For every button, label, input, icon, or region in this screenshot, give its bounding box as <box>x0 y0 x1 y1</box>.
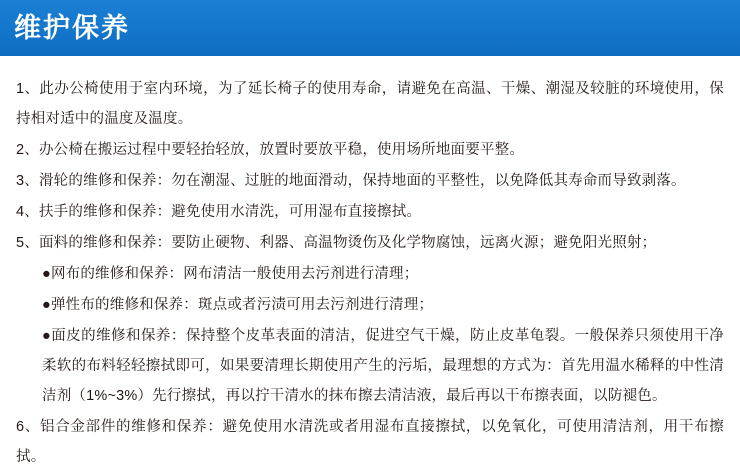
sub-list-item: ●弹性布的维修和保养：斑点或者污渍可用去污剂进行清理； <box>42 297 434 313</box>
list-item: 4、扶手的维修和保养：避免使用水清洗，可用湿布直接擦拭。 <box>16 204 422 220</box>
list-item: 5、面料的维修和保养：要防止硬物、利器、高温物烫伤及化学物腐蚀，远离火源；避免阳光照射； <box>16 235 657 251</box>
list-item: 2、办公椅在搬运过程中要轻抬轻放，放置时要放平稳，使用场所地面要平整。 <box>16 142 525 158</box>
sub-list-item: ●面皮的维修和保养：保持整个皮革表面的清洁，促进空气干燥，防止皮革龟裂。一般保养只须使用干净柔软的布料轻轻擦拭即可，如果要清理长期使用产生的污垢，最理想的方式为：首先用温水稀释的中性清洁剂（1%~3%）先行擦拭，再以拧干清水的抹布擦去清洁液，最后再以干布擦表面，以防褪色。 <box>42 328 724 404</box>
list-item: 6、铝合金部件的维修和保养：避免使用水清洗或者用湿布直接擦拭，以免氧化，可使用清洁剂，用干布擦拭。 <box>16 419 724 465</box>
page-title: 维护保养 <box>14 12 130 43</box>
content-body <box>0 56 740 472</box>
list-item: 1、此办公椅使用于室内环境，为了延长椅子的使用寿命，请避免在高温、干燥、潮湿及较脏的环境使用，保持相对适中的温度及温度。 <box>16 81 724 127</box>
sub-list-item: ●网布的维修和保养：网布清洁一般使用去污剂进行清理； <box>42 266 419 282</box>
page-header <box>0 0 740 56</box>
list-item: 3、滑轮的维修和保养：勿在潮湿、过脏的地面滑动，保持地面的平整性，以免降低其寿命而导致剥落。 <box>16 173 686 189</box>
